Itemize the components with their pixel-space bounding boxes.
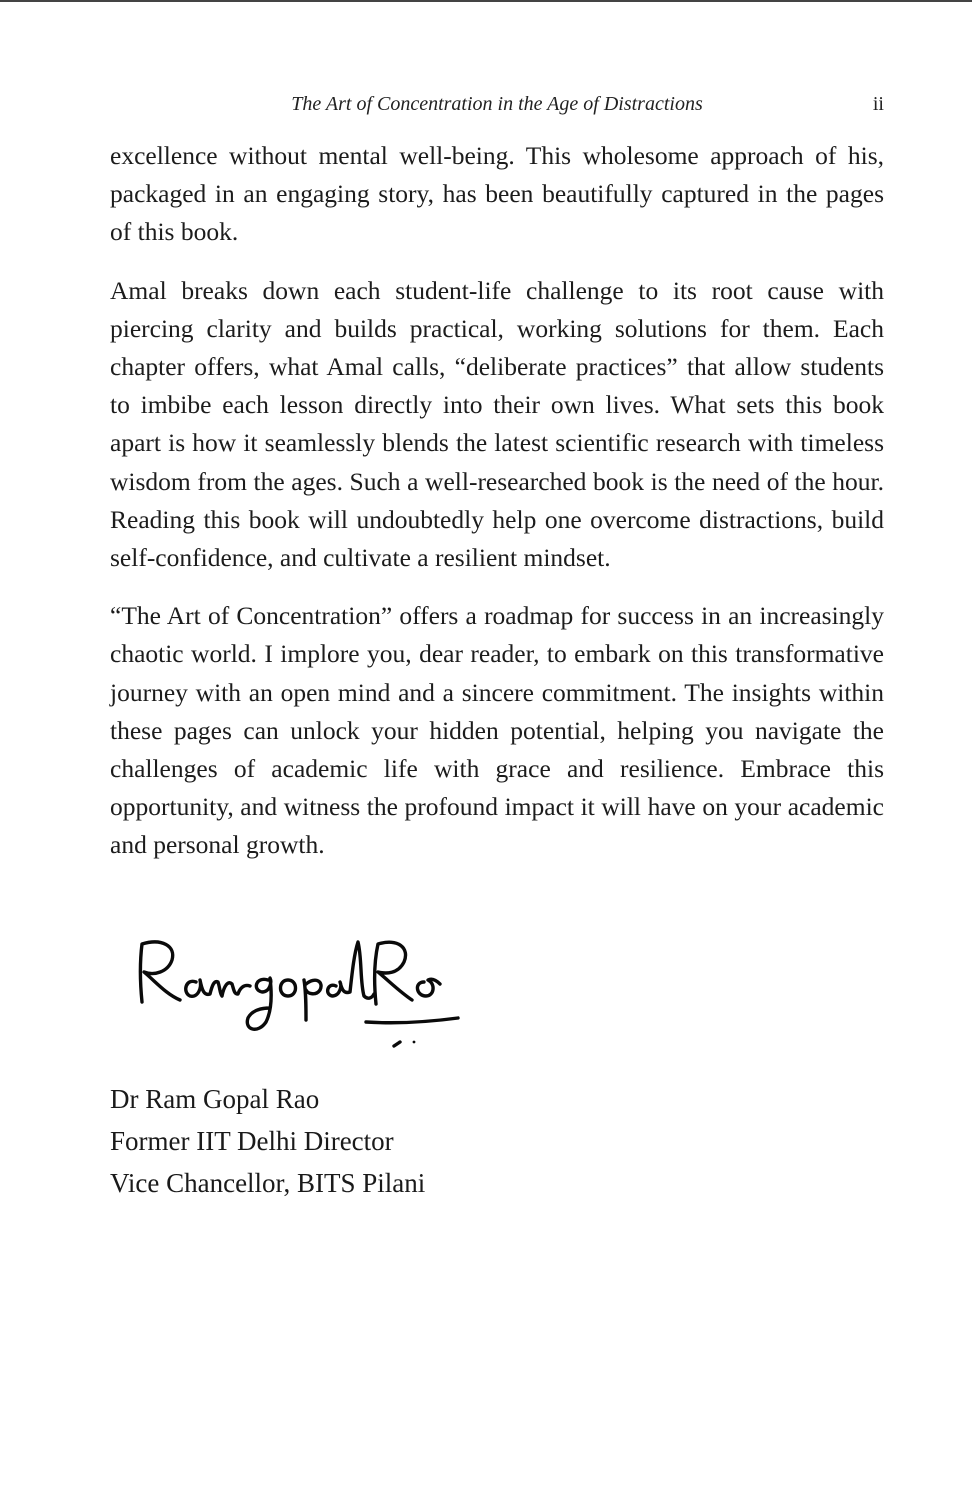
signature-underline: [366, 1018, 458, 1023]
handwritten-signature: [128, 930, 468, 1055]
signature-stroke: [281, 980, 296, 996]
top-border-rule: [0, 0, 972, 2]
running-header: [110, 90, 884, 120]
signature-stroke: [328, 942, 374, 998]
signature-stroke: [141, 942, 181, 1002]
paragraph-2: Amal breaks down each student-life challenge to its root cause with piercing clarity and builds practical, working solutions for them. Each chapter offers, what Amal calls, “deliberate practices” that allow students to imbibe each lesson directly into their own lives. What sets this book apart is how it seamlessly blends the latest scientific research with timeless wisdom from the ages. Such a well-researched book is the need of the hour. Reading this book will undoubtedly help one overcome distractions, build self-confidence, and cultivate a resilient mindset.: [110, 275, 884, 573]
author-title-former: Former IIT Delhi Director: [110, 1126, 394, 1156]
signature-stroke: [375, 942, 412, 1004]
page-number: ii: [872, 93, 884, 115]
signature-dot: [413, 1041, 416, 1044]
signature-stroke: [417, 979, 440, 996]
signature-stroke: [186, 980, 250, 996]
running-title: The Art of Concentration in the Age of Distractions: [291, 93, 703, 115]
foreword-body: [110, 137, 884, 885]
author-signoff: [110, 1078, 610, 1204]
paragraph-1: excellence without mental well-being. This wholesome approach of his, packaged in an engaging story, has been beautifully captured in the pages of this book.: [110, 141, 884, 247]
signature-stroke: [304, 980, 321, 1020]
author-title-current: Vice Chancellor, BITS Pilani: [110, 1168, 426, 1198]
signature-mark: [394, 1042, 400, 1046]
paragraph-3: “The Art of Concentration” offers a roadmap for success in an increasingly chaotic world. I implore you, dear reader, to embark on this transformative journey with an open mind and a sincere commitment. The insights within these pages can unlock your hidden potential, helping you navigate the challenges of academic life with grace and resilience. Embrace this opportunity, and witness the profound impact it will have on your academic and personal growth.: [110, 601, 884, 860]
signature-drawing: [128, 930, 468, 1055]
author-name: Dr Ram Gopal Rao: [110, 1084, 320, 1114]
